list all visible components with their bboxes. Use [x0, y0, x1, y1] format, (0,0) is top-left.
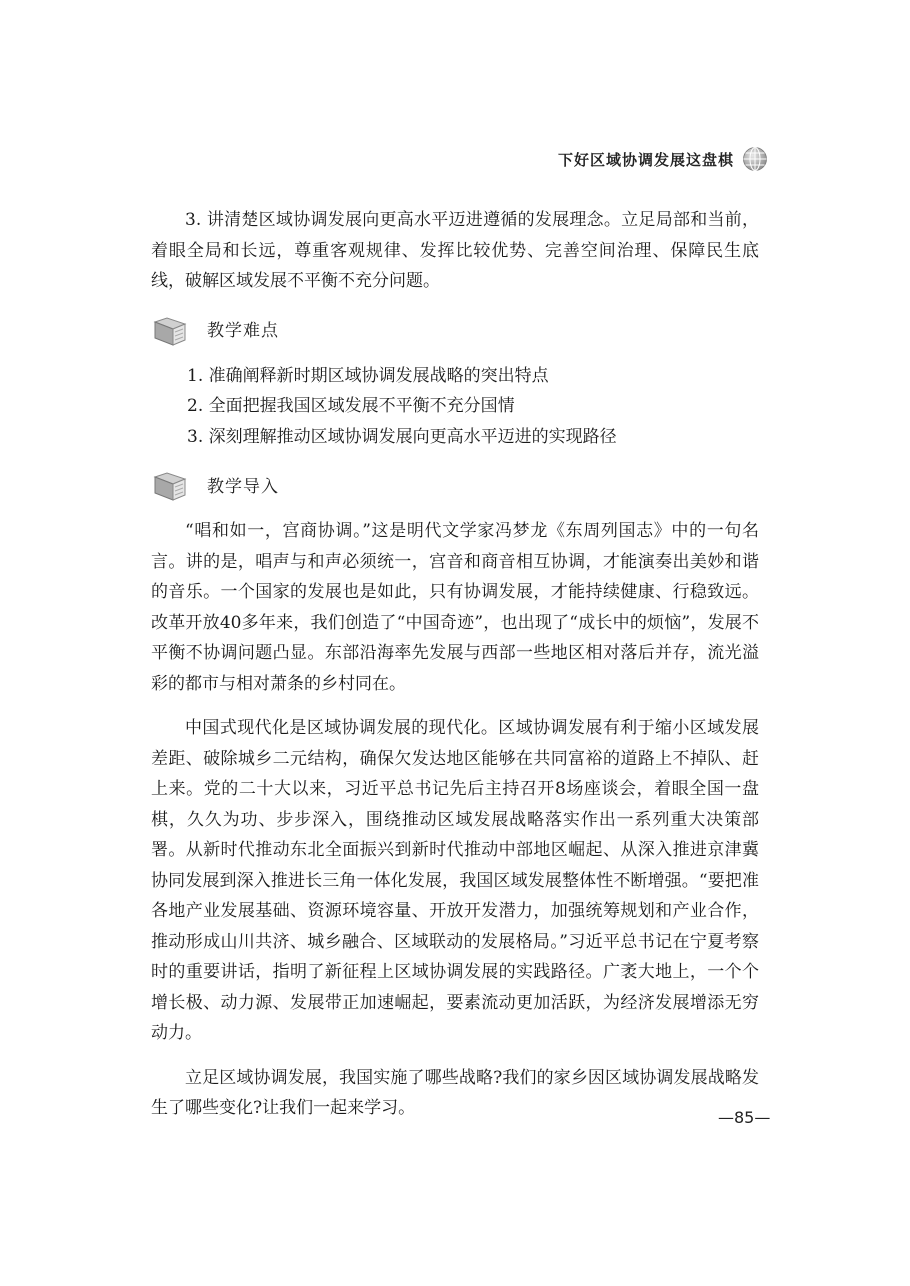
section-heading-introduction: [151, 470, 759, 504]
list-item: 1. 准确阐释新时期区域协调发展战略的突出特点: [187, 365, 549, 386]
body-paragraph: 立足区域协调发展，我国实施了哪些战略?我们的家乡因区域协调发展战略发生了哪些变化?让我们一起来学习。: [151, 1067, 759, 1118]
globe-icon: [742, 146, 768, 172]
list-item: 2. 全面把握我国区域发展不平衡不充分国情: [187, 396, 515, 416]
body-paragraph: 中国式现代化是区域协调发展的现代化。区域协调发展有利于缩小区域发展差距、破除城乡二元结构，确保欠发达地区能够在共同富裕的道路上不掉队、赶上来。党的二十大以来，习近平总书记先后主持召开8场座谈会，着眼全国一盘棋，久久为功、步步深入，围绕推动区域发展战略落实作出一系列重大决策部署。从新时代推动东北全面振兴到新时代推动中部地区崛起、从深入推进京津冀协同发展到深入推进长三角一体化发展，我国区域发展整体性不断增强。“要把准各地产业发展基础、资源环境容量、开放开发潜力，加强统筹规划和产业合作，推动形成山川共济、城乡融合、区域联动的发展格局。”习近平总书记在宁夏考察时的重要讲话，指明了新征程上区域协调发展的实践路径。广袤大地上，一个个增长极、动力源、发展带正加速崛起，要素流动更加活跃，为经济发展增添无穷动力。: [151, 718, 759, 1043]
body-paragraph: “唱和如一，宫商协调。”这是明代文学家冯梦龙《东周列国志》中的一句名言。讲的是，唱声与和声必须统一，宫音和商音相互协调，才能演奏出美妙和谐的音乐。一个国家的发展也是如此，只有协调发展，才能持续健康、行稳致远。改革开放40多年来，我们创造了“中国奇迹”，也出现了“成长中的烦恼”，发展不平衡不协调问题凸显。东部沿海率先发展与西部一些地区相对落后并存，流光溢彩的都市与相对萧条的乡村同在。: [151, 521, 759, 694]
header-title: 下好区域协调发展这盘棋: [557, 150, 734, 169]
book-icon: [151, 471, 189, 503]
page-number: —85—: [718, 1108, 771, 1127]
section-heading-difficulties: [151, 315, 759, 349]
page-content: [151, 205, 759, 1124]
intro-paragraph: 3. 讲清楚区域协调发展向更高水平迈进遵循的发展理念。立足局部和当前，着眼全局和长远，尊重客观规律、发挥比较优势、完善空间治理、保障民生底线，破解区域发展不平衡不充分问题。: [151, 210, 759, 291]
running-header: [558, 146, 768, 172]
difficulties-list: [151, 361, 759, 453]
book-icon: [151, 316, 189, 348]
section-title: 教学难点: [207, 321, 279, 342]
list-item: 3. 深刻理解推动区域协调发展向更高水平迈进的实现路径: [187, 426, 617, 447]
section-title: 教学导入: [207, 476, 279, 497]
